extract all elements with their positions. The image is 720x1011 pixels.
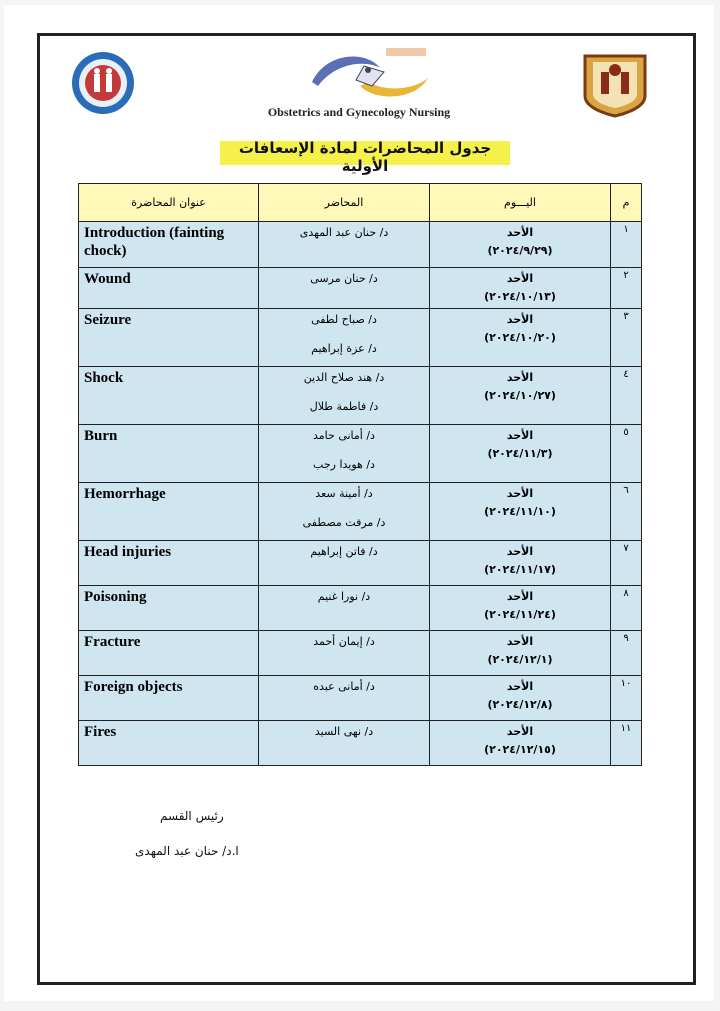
row-day-name: الأحد bbox=[506, 371, 534, 384]
row-day-cell bbox=[430, 425, 611, 483]
row-topic: Introduction (fainting chock) bbox=[79, 222, 259, 268]
row-date: (٢٠٢٤/١٢/٨) bbox=[487, 698, 553, 711]
table-row bbox=[79, 222, 642, 268]
page-title: جدول المحاضرات لمادة الإسعافات الأولية bbox=[238, 139, 492, 175]
row-lecturer-cell bbox=[259, 268, 430, 309]
row-lecturer-cell bbox=[259, 483, 430, 541]
department-head-name: ا.د/ حنان عبد المهدى bbox=[135, 844, 239, 858]
row-topic: Wound bbox=[79, 268, 259, 309]
lecturer-name: د/ أمانى حامد bbox=[313, 429, 375, 442]
row-topic: Head injuries bbox=[79, 541, 259, 586]
faculty-logo-icon bbox=[70, 50, 136, 116]
row-topic: Foreign objects bbox=[79, 676, 259, 721]
row-lecturer-cell bbox=[259, 309, 430, 367]
row-topic: Burn bbox=[79, 425, 259, 483]
row-date: (٢٠٢٤/١١/١٧) bbox=[484, 563, 556, 576]
row-day-name: الأحد bbox=[506, 272, 534, 285]
row-number: ٦ bbox=[611, 483, 642, 541]
col-header-number: م bbox=[611, 184, 642, 222]
lecturer-name: د/ مرفت مصطفى bbox=[302, 516, 386, 529]
table-header-row bbox=[79, 184, 642, 222]
row-day-name: الأحد bbox=[506, 635, 534, 648]
col-header-day: اليـــوم bbox=[430, 184, 611, 222]
row-day-name: الأحد bbox=[506, 545, 534, 558]
row-date: (٢٠٢٤/١٢/١٥) bbox=[484, 743, 556, 756]
row-day-name: الأحد bbox=[506, 590, 534, 603]
row-date: (٢٠٢٤/١٠/٢٧) bbox=[484, 389, 556, 402]
lecturer-name: د/ فاتن إبراهيم bbox=[310, 545, 378, 558]
row-topic: Shock bbox=[79, 367, 259, 425]
row-date: (٢٠٢٤/١٢/١) bbox=[487, 653, 553, 666]
row-day-cell bbox=[430, 483, 611, 541]
row-lecturer-cell bbox=[259, 367, 430, 425]
col-header-topic: عنوان المحاضرة bbox=[79, 184, 259, 222]
row-number: ٢ bbox=[611, 268, 642, 309]
lecturer-name: د/ هويدا رجب bbox=[313, 458, 375, 471]
row-topic: Hemorrhage bbox=[79, 483, 259, 541]
row-number: ١٠ bbox=[611, 676, 642, 721]
row-number: ١١ bbox=[611, 721, 642, 766]
row-day-cell bbox=[430, 222, 611, 268]
row-topic: Fires bbox=[79, 721, 259, 766]
row-day-cell bbox=[430, 676, 611, 721]
row-day-cell bbox=[430, 268, 611, 309]
row-day-cell bbox=[430, 309, 611, 367]
table-row bbox=[79, 268, 642, 309]
lecturer-name: د/ إيمان أحمد bbox=[313, 635, 375, 648]
row-lecturer-cell bbox=[259, 222, 430, 268]
lecturer-name: د/ أمينة سعد bbox=[315, 487, 373, 500]
row-day-name: الأحد bbox=[506, 725, 534, 738]
row-lecturer-cell bbox=[259, 425, 430, 483]
lecturer-name: د/ حنان عبد المهدى bbox=[299, 226, 389, 239]
lecturer-name: د/ حنان مرسى bbox=[310, 272, 378, 285]
row-number: ٧ bbox=[611, 541, 642, 586]
table-row bbox=[79, 541, 642, 586]
row-day-name: الأحد bbox=[506, 226, 534, 239]
row-day-name: الأحد bbox=[506, 487, 534, 500]
table-row bbox=[79, 367, 642, 425]
row-date: (٢٠٢٤/١١/٣) bbox=[487, 447, 553, 460]
row-lecturer-cell bbox=[259, 586, 430, 631]
row-lecturer-cell bbox=[259, 541, 430, 586]
table-row bbox=[79, 425, 642, 483]
row-date: (٢٠٢٤/١١/١٠) bbox=[484, 505, 556, 518]
row-day-cell bbox=[430, 631, 611, 676]
row-lecturer-cell bbox=[259, 676, 430, 721]
row-number: ٨ bbox=[611, 586, 642, 631]
row-date: (٢٠٢٤/١١/٢٤) bbox=[484, 608, 556, 621]
row-number: ٥ bbox=[611, 425, 642, 483]
table-row bbox=[79, 309, 642, 367]
row-number: ٣ bbox=[611, 309, 642, 367]
row-day-cell bbox=[430, 367, 611, 425]
lecturer-name: د/ عزة إبراهيم bbox=[311, 342, 377, 355]
row-topic: Fracture bbox=[79, 631, 259, 676]
lecturer-name: د/ صباح لطفى bbox=[311, 313, 377, 326]
table-row bbox=[79, 631, 642, 676]
row-date: (٢٠٢٤/١٠/٢٠) bbox=[484, 331, 556, 344]
lecturer-name: د/ نهى السيد bbox=[314, 725, 374, 738]
university-logo-icon bbox=[577, 50, 653, 120]
col-header-lecturer: المحاضر bbox=[259, 184, 430, 222]
row-number: ٩ bbox=[611, 631, 642, 676]
lecturer-name: د/ نورا غنيم bbox=[317, 590, 371, 603]
lecturer-name: د/ أمانى عبده bbox=[313, 680, 375, 693]
lecturer-name: د/ هند صلاح الدين bbox=[303, 371, 385, 384]
row-day-cell bbox=[430, 541, 611, 586]
table-row bbox=[79, 676, 642, 721]
row-topic: Poisoning bbox=[79, 586, 259, 631]
table-row bbox=[79, 721, 642, 766]
row-day-cell bbox=[430, 586, 611, 631]
lecture-schedule-table bbox=[78, 183, 642, 766]
row-day-cell bbox=[430, 721, 611, 766]
department-head-title: رئيس القسم bbox=[160, 809, 224, 823]
row-day-name: الأحد bbox=[506, 429, 534, 442]
table-row bbox=[79, 586, 642, 631]
row-day-name: الأحد bbox=[506, 680, 534, 693]
row-date: (٢٠٢٤/١٠/١٣) bbox=[484, 290, 556, 303]
lecturer-name: د/ فاطمة طلال bbox=[309, 400, 379, 413]
table-row bbox=[79, 483, 642, 541]
row-number: ٤ bbox=[611, 367, 642, 425]
row-topic: Seizure bbox=[79, 309, 259, 367]
row-date: (٢٠٢٤/٩/٢٩) bbox=[487, 244, 553, 257]
row-number: ١ bbox=[611, 222, 642, 268]
row-lecturer-cell bbox=[259, 721, 430, 766]
row-lecturer-cell bbox=[259, 631, 430, 676]
department-subtitle: Obstetrics and Gynecology Nursing bbox=[267, 105, 451, 119]
department-logo-icon bbox=[306, 42, 434, 108]
row-day-name: الأحد bbox=[506, 313, 534, 326]
